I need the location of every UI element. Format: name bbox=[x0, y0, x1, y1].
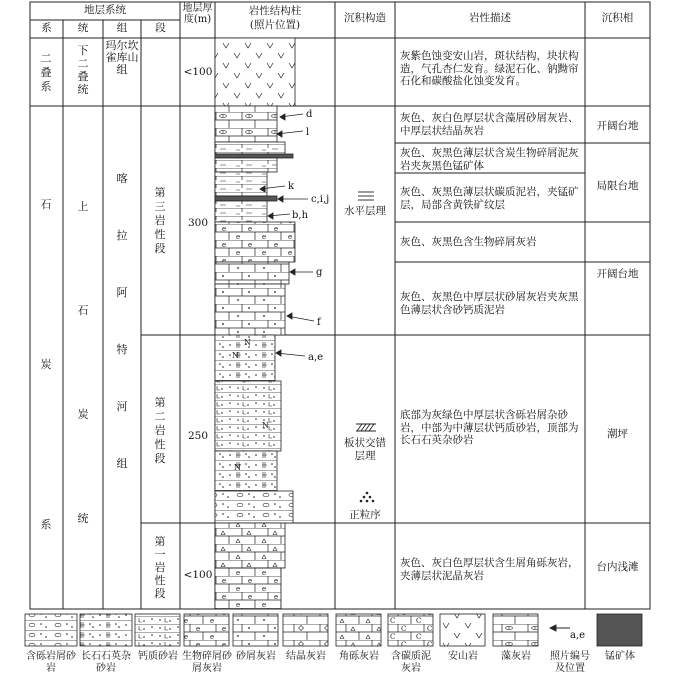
photo-label-f: f bbox=[317, 317, 321, 328]
layer-algal-limestone bbox=[215, 106, 277, 142]
carboniferous-zu: 喀拉阿特河组 bbox=[116, 172, 128, 470]
section-1-thickness: <100 bbox=[183, 569, 213, 581]
manganese-band-2 bbox=[215, 196, 277, 201]
permian-xi: 二叠系 bbox=[40, 52, 52, 93]
carboniferous-tong: 上石炭统 bbox=[77, 200, 89, 525]
carboniferous-xi: 石炭系 bbox=[40, 198, 52, 531]
header-xi: 系 bbox=[41, 22, 52, 34]
svg-text:N: N bbox=[262, 421, 269, 430]
layer-carb-mudstone bbox=[215, 172, 267, 196]
structure-cross-label: 板状交错层理 bbox=[344, 437, 386, 462]
photo-label-l: l bbox=[306, 127, 310, 138]
photo-label-cij: c,i,j bbox=[311, 194, 330, 205]
legend-label-crystalline: 结晶灰岩 bbox=[286, 651, 326, 662]
photo-label-g: g bbox=[316, 267, 323, 278]
legend-swatches bbox=[25, 614, 642, 646]
header-facies: 沉积相 bbox=[601, 12, 634, 24]
legend-photo-arrow bbox=[550, 625, 570, 631]
facies-2: 局限台地 bbox=[596, 180, 639, 192]
permian-tong: 下二叠统 bbox=[77, 44, 89, 96]
legend-swatch-arkose bbox=[80, 614, 132, 646]
structure-horizontal-label: 水平层理 bbox=[344, 205, 386, 217]
legend-label-algal: 藻灰岩 bbox=[501, 651, 531, 662]
legend-swatch-breccia bbox=[336, 614, 381, 646]
section-2-name: 第二岩性段 bbox=[154, 396, 166, 465]
cross-bedding-symbol bbox=[356, 424, 376, 431]
layer-bioclastic-limestone-2 bbox=[215, 568, 281, 609]
legend-label-carb-marl: 含碳质泥灰岩 bbox=[391, 651, 431, 674]
legend-swatch-calc bbox=[135, 614, 180, 646]
layer-breccia-limestone bbox=[215, 523, 285, 568]
legend-photo-sample: a,e bbox=[570, 630, 586, 641]
legend-label-arkose: 长石石英杂砂岩 bbox=[81, 651, 131, 674]
facies-1: 开阔台地 bbox=[596, 120, 639, 132]
header-column-sub: (照片位置) bbox=[249, 19, 301, 31]
lithology-column bbox=[215, 38, 295, 609]
legend-label-sandy: 砂屑灰岩 bbox=[236, 651, 276, 662]
layer-carb-mudstone-2 bbox=[215, 201, 267, 222]
section-2-thickness: 250 bbox=[187, 430, 209, 442]
legend-label-calc: 钙质砂岩 bbox=[138, 651, 178, 662]
legend-label-breccia: 角砾灰岩 bbox=[339, 651, 379, 662]
structure-graded-label: 正粒序 bbox=[349, 509, 381, 521]
layer-andesite bbox=[215, 38, 295, 106]
legend-label-bioclastic: 生物碎屑砂屑灰岩 bbox=[182, 651, 232, 674]
description-4: 灰色、灰黑色含生物碎屑灰岩 bbox=[400, 236, 537, 248]
header-stratigraphy: 地层系统 bbox=[84, 4, 126, 16]
header-tong: 统 bbox=[77, 22, 89, 34]
facies-5: 台内浅滩 bbox=[596, 561, 639, 573]
layer-bioclastic-limestone bbox=[215, 222, 295, 262]
manganese-band-1 bbox=[215, 154, 293, 158]
legend-swatch-bioclastic bbox=[184, 614, 229, 646]
graded-bedding-symbol bbox=[360, 492, 375, 503]
layer-marl-1 bbox=[215, 142, 285, 154]
legend-label-andesite: 安山岩 bbox=[448, 651, 478, 662]
legend-label-manganese: 锰矿体 bbox=[605, 651, 635, 662]
permian-thickness: <100 bbox=[183, 66, 213, 78]
description-5: 灰色、灰黑色中厚层状砂屑灰岩夹灰黑色薄层状含砂钙质泥岩 bbox=[400, 291, 579, 316]
photo-label-d: d bbox=[306, 109, 313, 120]
layer-sandy-limestone-2 bbox=[215, 284, 285, 335]
legend-swatch-carb-marl bbox=[388, 614, 433, 646]
layer-arkose-2 bbox=[215, 451, 277, 491]
facies-4: 潮坪 bbox=[607, 428, 628, 440]
header-duan: 段 bbox=[155, 22, 166, 34]
permian-zu: 玛尔坎雀库山组 bbox=[105, 39, 139, 76]
legend-swatch-manganese bbox=[597, 614, 642, 646]
section-3-name: 第三岩性段 bbox=[154, 186, 166, 255]
layer-pebbly-sandstone bbox=[215, 491, 293, 523]
svg-text:N: N bbox=[232, 351, 239, 360]
layer-calc-sandstone bbox=[215, 381, 281, 451]
section-1-name: 第一岩性段 bbox=[154, 535, 166, 600]
legend-label-photo: 照片编号及位置 bbox=[550, 651, 590, 674]
svg-text:N: N bbox=[234, 463, 241, 472]
header-column: 岩性结构柱 bbox=[248, 5, 302, 17]
section-3-thickness: 300 bbox=[187, 217, 209, 229]
description-3: 灰色、灰黑色薄层状碳质泥岩，夹锰矿层，局部含黄铁矿纹层 bbox=[400, 186, 579, 211]
legend-swatch-andesite bbox=[440, 614, 485, 646]
legend-swatch-crystalline bbox=[283, 614, 328, 646]
permian-description: 灰紫色蚀变安山岩，斑状结构，块状构造，气孔杏仁发育。绿泥石化、钠黝帘石化和碳酸盐化蚀变发育。 bbox=[400, 50, 579, 87]
photo-label-k: k bbox=[288, 181, 295, 192]
header-zu: 组 bbox=[116, 22, 128, 34]
legend-swatch-pebbly bbox=[25, 614, 77, 646]
header-structure: 沉积构造 bbox=[344, 12, 386, 24]
description-1: 灰色、灰白色厚层状含藻屑砂屑灰岩、中厚层状结晶灰岩 bbox=[400, 112, 579, 137]
description-6: 底部为灰绿色中厚层状含砾岩屑杂砂岩，中部为中薄层状钙质砂岩，顶部为长石石英杂砂岩 bbox=[400, 409, 579, 446]
photo-label-bh: b,h bbox=[292, 210, 309, 221]
legend-swatch-algal bbox=[493, 614, 538, 646]
description-2: 灰色、灰黑色薄层状含炭生物碎屑泥灰岩夹灰黑色锰矿体 bbox=[400, 147, 579, 172]
horizontal-bedding-symbol bbox=[358, 192, 374, 200]
layer-sandy-limestone-1 bbox=[215, 262, 289, 284]
photo-label-ae: a,e bbox=[308, 352, 324, 363]
svg-text:N: N bbox=[244, 338, 251, 347]
header-thickness: 地层厚度(m) bbox=[182, 3, 213, 25]
legend-swatch-sandy bbox=[233, 614, 278, 646]
facies-3: 开阔台地 bbox=[596, 268, 639, 280]
legend-label-pebbly: 含砾岩屑砂岩 bbox=[26, 651, 76, 674]
header-description: 岩性描述 bbox=[469, 12, 511, 24]
layer-marl-2 bbox=[215, 158, 277, 172]
description-7: 灰色、灰白色厚层状含生屑角砾灰岩，夹薄层状泥晶灰岩 bbox=[400, 557, 579, 582]
